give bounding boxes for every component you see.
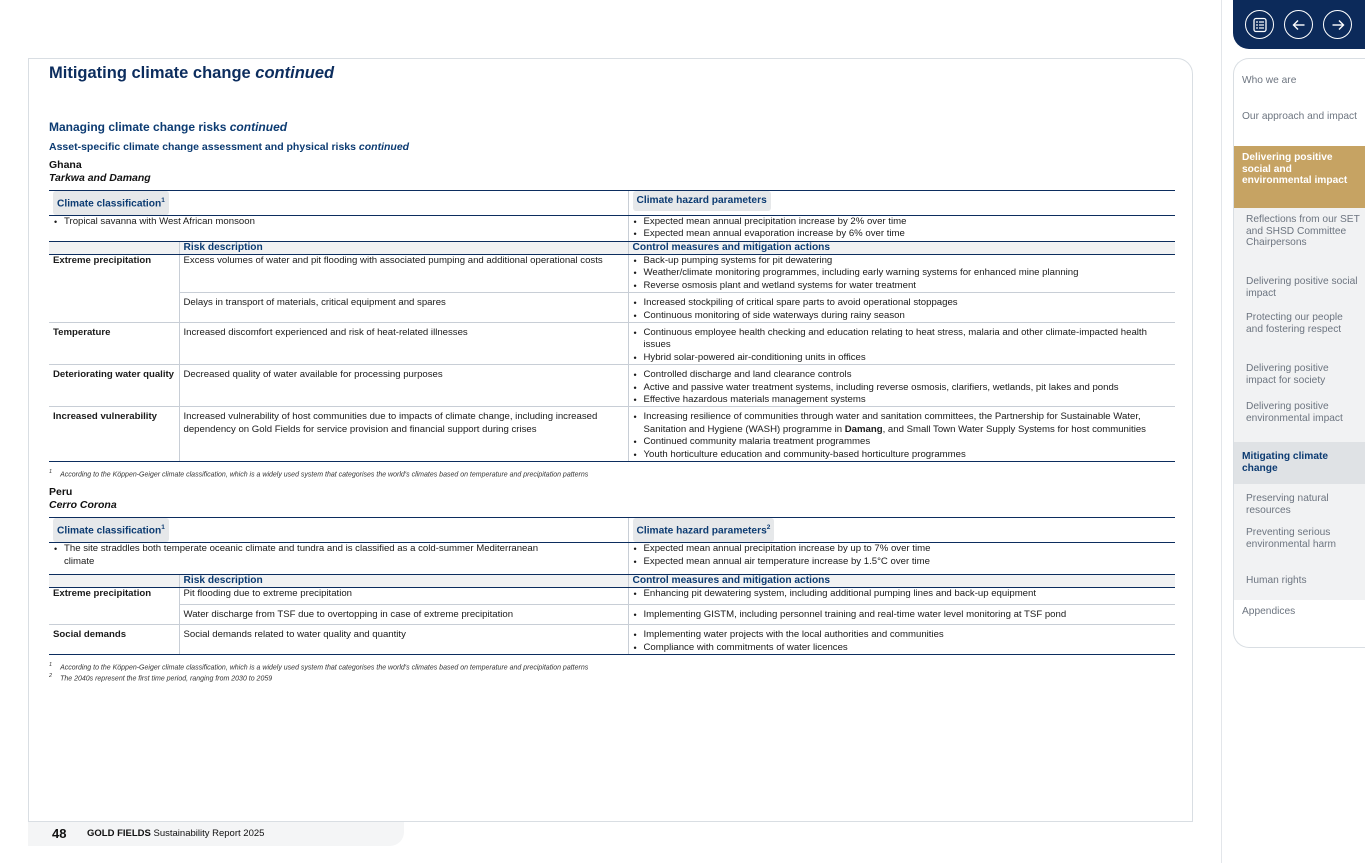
risk-label: Social demands	[49, 625, 179, 655]
climate-classification-pill: Climate classification$^1$	[53, 518, 169, 542]
risk-label: Deteriorating water quality	[49, 365, 179, 407]
nav-item-preventing-harm[interactable]: Preventing serious environmental harm	[1234, 518, 1365, 568]
risk-description: Excess volumes of water and pit flooding with associated pumping and additional operational costs	[179, 255, 628, 293]
nav-item-who-we-are[interactable]: Who we are	[1242, 75, 1297, 86]
risk-label: Temperature	[49, 323, 179, 365]
contents-icon	[1252, 17, 1268, 33]
risk-description: Water discharge from TSF due to overtopping in case of extreme precipitation	[179, 604, 628, 624]
page-content	[49, 64, 1175, 684]
nav-item-human-rights[interactable]: Human rights	[1234, 568, 1365, 600]
page-footer	[28, 822, 404, 846]
control-list: • Back-up pumping systems for pit dewatering • Weather/climate monitoring programmes, including early warning systems for enhanced mine planning • Reverse osmosis plant and wetland systems for water treatment	[633, 255, 1172, 292]
risk-label: Increased vulnerability	[49, 407, 179, 462]
nav-item-preserving-resources[interactable]: Preserving natural resources	[1234, 484, 1365, 518]
ghana-risk-table	[49, 190, 1175, 462]
country-ghana: Ghana	[49, 159, 82, 171]
asset-cerro-corona: Cerro Corona	[49, 499, 117, 512]
section-title: Managing climate change risks continued	[49, 120, 288, 134]
subsection-title: Asset-specific climate change assessment and physical risks continued	[49, 141, 410, 153]
page-number: 48	[52, 826, 67, 841]
peru-hazard-list: • Expected mean annual precipitation increase by up to 7% over time • Expected mean annual air temperature increase by 1.5°C over time	[633, 543, 1172, 568]
contents-button[interactable]	[1245, 10, 1274, 39]
ghana-classification-list: • Tropical savanna with West African monsoon	[53, 216, 624, 228]
risk-description-header: Risk description	[179, 241, 628, 254]
arrow-right-icon	[1330, 17, 1346, 33]
country-peru: Peru	[49, 486, 73, 499]
footnote-2: $^2$ The 2040s represent the first time period, ranging from 2030 to 2059	[49, 673, 273, 683]
risk-label: Extreme precipitation	[53, 588, 152, 600]
nav-item-delivering-positive-impact[interactable]: Delivering positive social and environmental impact	[1234, 146, 1365, 208]
control-list: • Increasing resilience of communities through water and sanitation committees, the Partnership for Sustainable Water, Sanitation and Hygiene (WASH) programme in Damang, and Small Town Water Supply Systems for host communities • Continued community malaria treatment programmes • Youth horticulture education and community-based horticulture programmes	[633, 411, 1172, 461]
nav-item-environmental-impact[interactable]: Delivering positive environmental impact	[1234, 392, 1365, 442]
control-list: • Enhancing pit dewatering system, including additional pumping lines and back-up equipment	[633, 588, 1172, 600]
risk-description: Pit flooding due to extreme precipitation	[179, 588, 628, 604]
control-list: • Controlled discharge and land clearance controls • Active and passive water treatment systems, including reverse osmosis, clarifiers, wetlands, pit lakes and ponds • Effective hazardous materials management systems	[633, 369, 1172, 406]
risk-label: Extreme precipitation	[53, 255, 152, 267]
risk-description: Decreased quality of water available for processing purposes	[179, 365, 628, 407]
risk-description: Social demands related to water quality and quantity	[179, 625, 628, 655]
nav-item-our-approach[interactable]: Our approach and impact	[1242, 111, 1357, 122]
risk-description-header: Risk description	[179, 575, 628, 588]
climate-hazard-pill: Climate hazard parameters$^2$	[633, 518, 775, 542]
report-brand: GOLD FIELDS Sustainability Report 2025	[87, 828, 265, 839]
footnote-1: $^1$ According to the Köppen-Geiger climate classification, which is a widely used system that categorises the world's climates based on temperature and precipitation patterns	[49, 662, 589, 672]
peru-classification-list: • The site straddles both temperate oceanic climate and tundra and is classified as a cold-summer Mediterranean climate	[53, 543, 543, 568]
nav-item-protecting-people[interactable]: Protecting our people and fostering respect	[1234, 302, 1365, 354]
nav-item-appendices[interactable]: Appendices	[1242, 606, 1296, 617]
climate-hazard-pill: Climate hazard parameters	[633, 191, 771, 211]
peru-footnotes	[49, 661, 1175, 684]
peru-risk-table	[49, 517, 1175, 655]
control-measures-header: Control measures and mitigation actions	[628, 241, 1175, 254]
previous-page-button[interactable]	[1284, 10, 1313, 39]
risk-description: Increased vulnerability of host communities due to impacts of climate change, including increased dependency on Gold Fields for service provision and financial support during crises	[179, 407, 628, 462]
nav-item-impact-society[interactable]: Delivering positive impact for society	[1234, 354, 1365, 392]
wash-control-item: • Increasing resilience of communities through water and sanitation committees, the Partnership for Sustainable Water, Sanitation and Hygiene (WASH) programme in Damang, and Small Town Water Supply Systems for host communities	[633, 411, 1172, 436]
control-measures-header: Control measures and mitigation actions	[628, 575, 1175, 588]
nav-item-social-impact[interactable]: Delivering positive social impact	[1234, 264, 1365, 302]
control-list: • Implementing water projects with the local authorities and communities • Compliance with commitments of water licences	[633, 629, 1172, 654]
sidebar-divider	[1221, 0, 1222, 863]
asset-tarkwa-damang: Tarkwa and Damang	[49, 172, 151, 184]
nav-item-reflections[interactable]: Reflections from our SET and SHSD Committee Chairpersons	[1234, 208, 1365, 264]
risk-description: Delays in transport of materials, critical equipment and spares	[179, 293, 628, 323]
top-nav-bar	[1233, 0, 1365, 49]
next-page-button[interactable]	[1323, 10, 1352, 39]
risk-description: Increased discomfort experienced and risk of heat-related illnesses	[179, 323, 628, 365]
control-list: • Increased stockpiling of critical spare parts to avoid operational stoppages • Continuous monitoring of side waterways during rainy season	[633, 297, 1172, 322]
control-list: • Implementing GISTM, including personnel training and real-time water level monitoring at TSF pond	[633, 609, 1172, 621]
ghana-footnote: $^1$ According to the Köppen-Geiger climate classification, which is a widely used system that categorises the world's climates based on temperature and precipitation patterns	[49, 469, 589, 479]
ghana-hazard-list: • Expected mean annual precipitation increase by 2% over time • Expected mean annual evaporation increase by 6% over time	[633, 216, 1172, 241]
control-list: • Continuous employee health checking and education relating to heat stress, malaria and other climate-impacted health issues • Hybrid solar-powered air-conditioning units in offices	[633, 327, 1172, 364]
asset-name-emphasis: Damang	[844, 423, 883, 435]
arrow-left-icon	[1291, 17, 1307, 33]
sidebar-menu	[1233, 58, 1365, 648]
page-title: Mitigating climate change continued	[49, 64, 335, 82]
nav-item-mitigating-climate-change[interactable]: Mitigating climate change	[1234, 442, 1365, 484]
climate-classification-pill: Climate classification$^1$	[53, 191, 169, 215]
